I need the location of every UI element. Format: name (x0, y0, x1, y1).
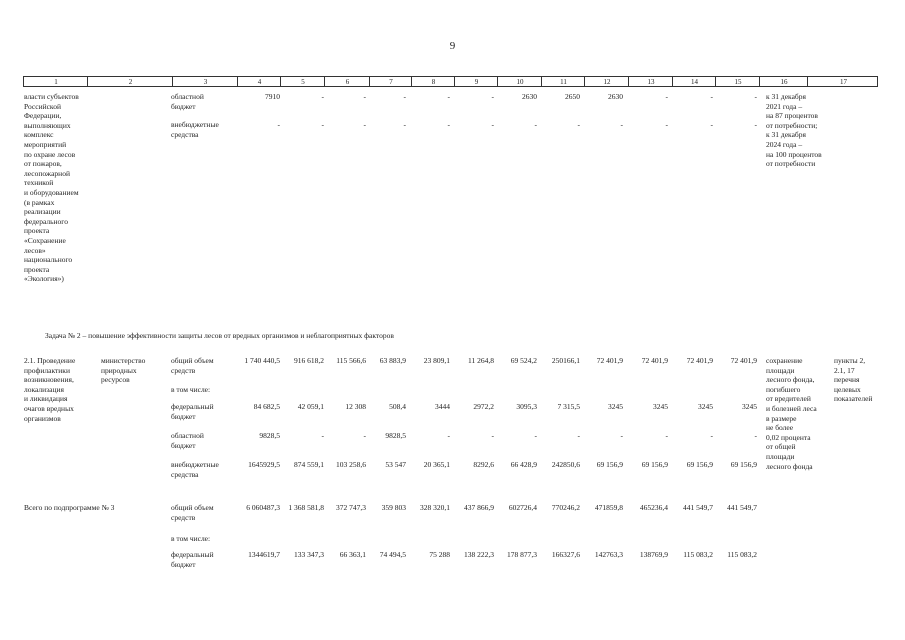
column-number: 11 (560, 78, 567, 86)
value-cell: 2650 (565, 92, 580, 101)
column-number: 13 (647, 78, 655, 86)
measure-description: по охране лесов (24, 149, 76, 159)
value-cell: - (403, 92, 406, 101)
result-description: от вредителей (766, 394, 811, 404)
value-cell: 74 494,5 (379, 550, 406, 559)
measure-description: и ликвидация (24, 394, 68, 404)
measure-description: «Экология») (24, 274, 64, 284)
measure-description: комплекс (24, 130, 54, 140)
value-cell: 66 428,9 (510, 460, 537, 469)
funding-source-label: федеральный (171, 402, 214, 411)
value-cell: - (491, 92, 494, 101)
value-cell: - (277, 120, 280, 129)
measure-description: федерального (24, 216, 68, 226)
column-number: 7 (389, 78, 393, 86)
value-cell: - (620, 120, 623, 129)
measure-description: локализация (24, 384, 64, 394)
value-cell: - (665, 431, 668, 440)
value-cell: 437 866,9 (464, 503, 494, 512)
value-cell: 115 566,6 (336, 356, 366, 365)
column-number: 16 (780, 78, 788, 86)
value-cell: 874 559,1 (294, 460, 324, 469)
value-cell: 75 288 (429, 550, 450, 559)
value-cell: - (363, 92, 366, 101)
column-number: 5 (301, 78, 305, 86)
value-cell: 133 347,3 (294, 550, 324, 559)
column-number: 17 (840, 78, 847, 86)
funding-source-label: внебюджетные (171, 120, 219, 129)
measure-description: власти субъектов (24, 92, 79, 101)
value-cell: - (491, 431, 494, 440)
measure-description: мероприятий (24, 140, 67, 149)
value-cell: 3245 (608, 402, 623, 411)
value-cell: 42 059,1 (297, 402, 324, 411)
value-cell: 508,4 (389, 402, 406, 411)
result-description: сохранение (766, 356, 803, 365)
executor: ресурсов (101, 375, 130, 385)
measure-description: от пожаров, (24, 159, 62, 169)
value-cell: 916 618,2 (294, 356, 324, 365)
value-cell: - (665, 120, 668, 129)
value-cell: - (577, 431, 580, 440)
value-cell: - (665, 92, 668, 101)
funding-source-label: областной (171, 431, 204, 440)
value-cell: - (321, 431, 324, 440)
result-description: на 87 процентов (766, 111, 818, 121)
value-cell: 69 156,9 (730, 460, 757, 469)
measure-description: профилактики (24, 365, 70, 375)
funding-source-label: в том числе: (171, 534, 211, 543)
value-cell: 2630 (522, 92, 537, 101)
measure-description: проекта (24, 264, 50, 274)
measure-description: организмов (24, 413, 61, 423)
value-cell: - (710, 120, 713, 129)
value-cell: - (447, 120, 450, 129)
column-number: 10 (516, 78, 524, 86)
value-cell: - (620, 431, 623, 440)
funding-source-label: бюджет (171, 559, 196, 569)
value-cell: - (710, 92, 713, 101)
measure-description: выполняющих (24, 120, 71, 130)
measure-description: (в рамках (24, 197, 55, 207)
result-description: площади (766, 365, 795, 375)
value-cell: 178 877,3 (507, 550, 537, 559)
measure-description: 2.1. Проведение (24, 356, 76, 365)
result-description: к 31 декабря (766, 130, 806, 140)
funding-source-label: средств (171, 365, 196, 375)
value-cell: 465236,4 (639, 503, 668, 512)
result-description: от общей (766, 442, 796, 452)
value-cell: 242850,6 (551, 460, 580, 469)
column-number: 14 (691, 78, 698, 86)
value-cell: 250166,1 (551, 356, 580, 365)
value-cell: 328 320,1 (420, 503, 450, 512)
value-cell: 69 524,2 (510, 356, 537, 365)
value-cell: 602726,4 (508, 503, 537, 512)
value-cell: 115 083,2 (727, 550, 757, 559)
value-cell: 372 747,3 (336, 503, 366, 512)
value-cell: 6 060487,3 (246, 503, 280, 512)
result-description: 2024 года – (766, 140, 803, 149)
column-number-header (23, 76, 878, 87)
value-cell: 53 547 (385, 460, 406, 469)
result-description: от потребности (766, 159, 816, 169)
value-cell: 2972,2 (473, 402, 494, 411)
value-cell: 72 401,9 (596, 356, 623, 365)
value-cell: 166327,6 (551, 550, 580, 559)
result-description: 2021 года – (766, 101, 803, 111)
value-cell: 23 809,1 (423, 356, 450, 365)
measure-description: техникой (24, 178, 54, 188)
value-cell: - (363, 431, 366, 440)
value-cell: - (321, 92, 324, 101)
value-cell: 103 258,6 (336, 460, 366, 469)
value-cell: - (363, 120, 366, 129)
funding-source-label: внебюджетные (171, 460, 219, 469)
value-cell: 3245 (698, 402, 713, 411)
indicator-reference: пункты 2, (834, 356, 866, 365)
value-cell: 441 549,7 (683, 503, 713, 512)
result-description: лесного фонда, (766, 375, 815, 385)
value-cell: - (491, 120, 494, 129)
value-cell: 9828,5 (385, 431, 406, 440)
value-cell: 63 883,9 (379, 356, 406, 365)
value-cell: 7 315,5 (557, 402, 580, 411)
funding-source-label: федеральный (171, 550, 214, 559)
column-number: 9 (474, 78, 479, 86)
value-cell: 3095,3 (516, 402, 537, 411)
funding-source-label: в том числе: (171, 385, 211, 394)
measure-description: Российской (24, 101, 61, 111)
value-cell: 1 740 440,5 (244, 356, 280, 365)
funding-source-label: средства (171, 129, 199, 139)
value-cell: - (447, 431, 450, 440)
value-cell: - (534, 431, 537, 440)
indicator-reference: показателей (834, 394, 873, 404)
funding-source-label: общий объем (171, 356, 214, 365)
result-description: от потребности; (766, 120, 818, 130)
column-number: 8 (431, 78, 436, 86)
result-description: 0,02 процента (766, 432, 811, 442)
value-cell: 8292,6 (473, 460, 494, 469)
column-number: 1 (54, 78, 58, 86)
funding-source-label: средств (171, 512, 196, 522)
measure-description: «Сохранение (24, 236, 66, 245)
value-cell: 3444 (435, 402, 450, 411)
result-description: в размере (766, 413, 797, 423)
column-number: 4 (257, 78, 262, 86)
result-description: и болезней леса (766, 404, 817, 413)
value-cell: - (447, 92, 450, 101)
value-cell: 69 156,9 (686, 460, 713, 469)
funding-source-label: средства (171, 469, 199, 479)
value-cell: 770246,2 (551, 503, 580, 512)
value-cell: 1645929,5 (248, 460, 280, 469)
funding-source-label: бюджет (171, 440, 196, 450)
value-cell: 471859,8 (594, 503, 623, 512)
measure-description: лесопожарной (24, 168, 70, 178)
executor: природных (101, 365, 137, 375)
funding-source-label: бюджет (171, 411, 196, 421)
measure-description: реализации (24, 207, 61, 217)
task-heading: Задача № 2 – повышение эффективности защиты лесов от вредных организмов и неблагоприятных факторов (45, 331, 394, 340)
funding-source-label: областной (171, 92, 204, 101)
measure-description: проекта (24, 226, 50, 236)
value-cell: - (754, 431, 757, 440)
column-number: 2 (128, 78, 133, 86)
value-cell: 3245 (742, 402, 757, 411)
value-cell: - (534, 120, 537, 129)
value-cell: 138 222,3 (464, 550, 494, 559)
value-cell: - (754, 92, 757, 101)
measure-description: Федерации, (24, 111, 62, 121)
page-number: 9 (449, 40, 456, 52)
value-cell: 72 401,9 (641, 356, 668, 365)
value-cell: 11 264,8 (468, 356, 494, 365)
value-cell: 69 156,9 (596, 460, 623, 469)
value-cell: 138769,9 (639, 550, 668, 559)
subprogram-total-label: Всего по подпрограмме № 3 (24, 503, 115, 512)
result-description: к 31 декабря (766, 92, 806, 101)
value-cell: 441 549,7 (727, 503, 757, 512)
value-cell: - (403, 120, 406, 129)
column-number: 12 (603, 78, 611, 86)
value-cell: 9828,5 (259, 431, 280, 440)
funding-source-label: общий объем (171, 503, 214, 512)
value-cell: 84 682,5 (253, 402, 280, 411)
value-cell: 20 365,1 (423, 460, 450, 469)
measure-description: возникновения, (24, 375, 74, 385)
value-cell: 66 363,1 (339, 550, 366, 559)
value-cell: 142763,3 (594, 550, 623, 559)
value-cell: - (577, 120, 580, 129)
measure-description: национального (24, 255, 73, 265)
measure-description: и оборудованием (24, 188, 79, 197)
result-description: лесного фонда (766, 461, 813, 471)
measure-description: лесов» (24, 245, 46, 255)
indicator-reference: целевых (834, 384, 861, 394)
indicator-reference: 2.1, 17 (834, 365, 855, 375)
value-cell: 1344619,7 (248, 550, 280, 559)
value-cell: - (710, 431, 713, 440)
value-cell: 12 308 (345, 402, 366, 411)
value-cell: 7910 (265, 92, 280, 101)
value-cell: 1 368 581,8 (288, 503, 324, 512)
column-number: 15 (734, 78, 742, 86)
indicator-reference: перечня (834, 375, 860, 385)
value-cell: 359 803 (381, 503, 406, 512)
column-number: 6 (345, 78, 350, 86)
value-cell: 2630 (608, 92, 623, 101)
result-description: погибшего (766, 384, 801, 394)
result-description: на 100 процентов (766, 149, 822, 159)
value-cell: 72 401,9 (686, 356, 713, 365)
result-description: не более (766, 423, 794, 433)
value-cell: 115 083,2 (683, 550, 713, 559)
value-cell: - (321, 120, 324, 129)
value-cell: - (754, 120, 757, 129)
value-cell: 69 156,9 (641, 460, 668, 469)
result-description: площади (766, 452, 795, 461)
funding-source-label: бюджет (171, 101, 196, 111)
column-number: 3 (203, 78, 208, 86)
executor: министерство (101, 356, 146, 365)
value-cell: 3245 (653, 402, 668, 411)
value-cell: 72 401,9 (730, 356, 757, 365)
measure-description: очагов вредных (24, 404, 74, 413)
